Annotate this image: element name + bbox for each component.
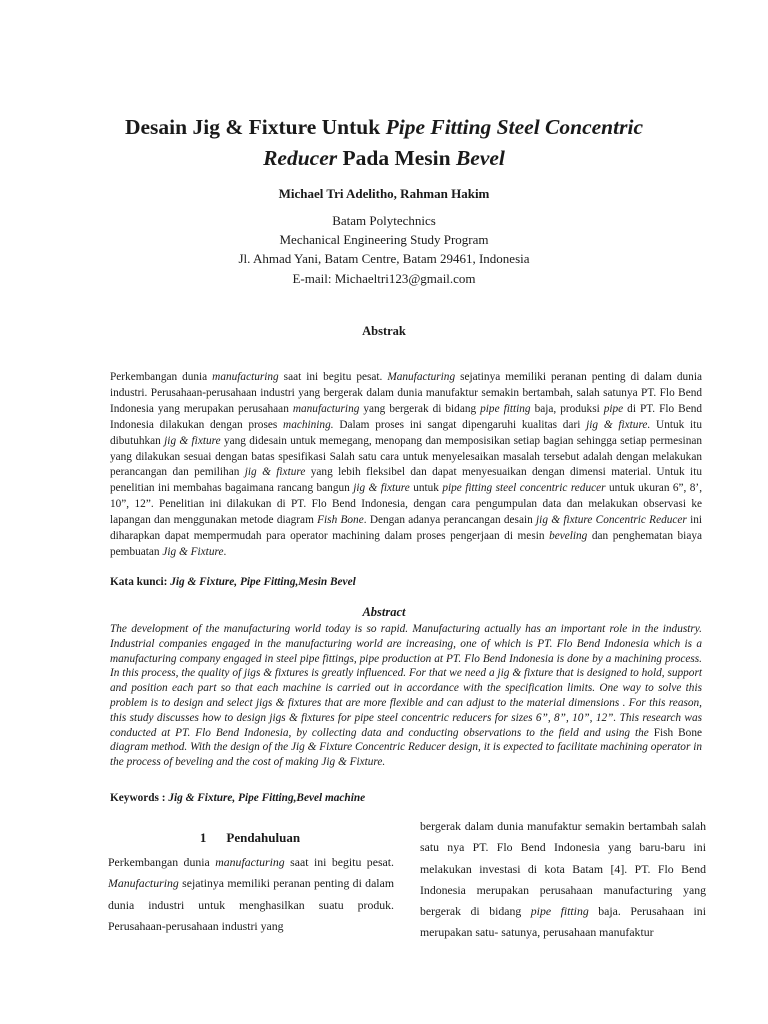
kata-kunci bbox=[110, 576, 702, 588]
abstrak-heading: Abstrak bbox=[362, 324, 406, 338]
abstract-heading: Abstract bbox=[362, 605, 406, 619]
abstrak-paragraph: Perkembangan dunia manufacturing saat ini begitu pesat. Manufacturing sejatinya memiliki peranan penting di dalam dunia industri. Perusahaan-perusahaan industri yang bergerak dalam dunia manufaktur semakin bertambah, salah satunya PT. Flo Bend Indonesia yang merupakan perusahaan manufacturing yang bergerak di bidang pipe fitting baja, produksi pipe di PT. Flo Bend Indonesia dilakukan dengan proses machining. Dalam proses ini sangat dipengaruhi kualitas dari jig & fixture. Untuk itu dibutuhkan jig & fixture yang didesain untuk memegang, menopang dan memposisikan setiap bagian sehingga setiap permesinan yang dilakukan sesuai dengan batas spesifikasi Salah satu cara untuk menyelesaikan masalah tersebut adalah dengan melakukan perancangan dan pemilihan jig & fixture yang lebih fleksibel dan dapat menyesuaikan dengan dimensi material. Untuk itu penelitian ini membahas bagaimana rancang bangun jig & fixture untuk pipe fitting steel concentric reducer untuk ukuran 6”, 8’, 10”, 12”. Penelitian ini dilakukan di PT. Flo Bend Indonesia, dengan cara pengumpulan data dan melakukan observasi ke lapangan dan menggunakan metode diagram Fish Bone. Dengan adanya perancangan desain jig & fixture Concentric Reducer ini diharapkan dapat mempermudah para operator machining dalam proses pengerjaan di mesin beveling dan penghematan biaya pembuatan Jig & Fixture. bbox=[110, 371, 703, 558]
kata-kunci-label: Kata kunci: bbox=[110, 576, 171, 588]
address: Jl. Ahmad Yani, Batam Centre, Batam 29461, Indonesia bbox=[238, 251, 530, 267]
keywords-label: Keywords : bbox=[110, 792, 169, 804]
section-heading bbox=[108, 830, 392, 846]
body-column-right: bergerak dalam dunia manufaktur semakin bertambah salah satu nya PT. Flo Bend Indonesia yang baru-baru ini melakukan investasi di kota Batam [4]. PT. Flo Bend Indonesia merupakan perusahaan manufacturing yang bergerak di bidang pipe fitting baja. Perusahaan ini merupakan satu- satunya, perusahaan manufaktur bbox=[420, 819, 706, 940]
keywords-value: Jig & Fixture, Pipe Fitting,Bevel machine bbox=[168, 792, 366, 804]
title-part: Desain Jig & Fixture Untuk bbox=[124, 115, 386, 139]
abstract-paragraph: The development of the manufacturing world today is so rapid. Manufacturing actually has an important role in the industry. Industrial companies engaged in the manufacturing world are increasing, one of which is PT. Flo Bend Indonesia which is a manufacturing company engaged in steel pipe fittings, pipe production at PT. Flo Bend Indonesia is done by a machining process. In this process, the quality of jigs & fixtures is greatly influenced. For that we need a jig & fixture that is designed to hold, support and position each part so that each machine is carried out in accordance with the specification limits. One way to solve this problem is to design and select jigs & fixtures that are more flexible and can adjust to the material dimensions . For this reason, this study discusses how to design jigs & fixtures for pipe steel concentric reducers for sizes 6”, 8”, 10”, 12”. This research was conducted at PT. Flo Bend Indonesia, by collecting data and conducting observations to the field and using the Fish Bone diagram method. With the design of the Jig & Fixture Concentric Reducer design, it is expected to facilitate machining operator in the process of beveling and the cost of making Jig & Fixture. bbox=[110, 623, 702, 769]
section-title: Pendahuluan bbox=[226, 830, 301, 845]
email: E-mail: Michaeltri123@gmail.com bbox=[292, 270, 476, 286]
title-part-italic: Pipe Fitting Steel Concentric bbox=[385, 115, 643, 139]
title-part-italic: Bevel bbox=[455, 146, 505, 170]
title-part: Pada Mesin bbox=[337, 146, 456, 170]
title-part-italic: Reducer bbox=[263, 146, 338, 170]
study-program: Mechanical Engineering Study Program bbox=[279, 232, 489, 248]
authors: Michael Tri Adelitho, Rahman Hakim bbox=[278, 186, 490, 201]
paper-title bbox=[90, 112, 678, 174]
section-number: 1 bbox=[199, 830, 207, 845]
institution: Batam Polytechnics bbox=[332, 213, 436, 228]
affiliation-block bbox=[90, 211, 678, 288]
keywords bbox=[110, 792, 702, 804]
body-column-left: Perkembangan dunia manufacturing saat ini begitu pesat. Manufacturing sejatinya memiliki peranan penting di dalam dunia industri untuk menghasilkan suatu produk. Perusahaan-perusahaan industri yang bbox=[108, 855, 394, 933]
kata-kunci-value: Jig & Fixture, Pipe Fitting,Mesin Bevel bbox=[170, 576, 356, 588]
